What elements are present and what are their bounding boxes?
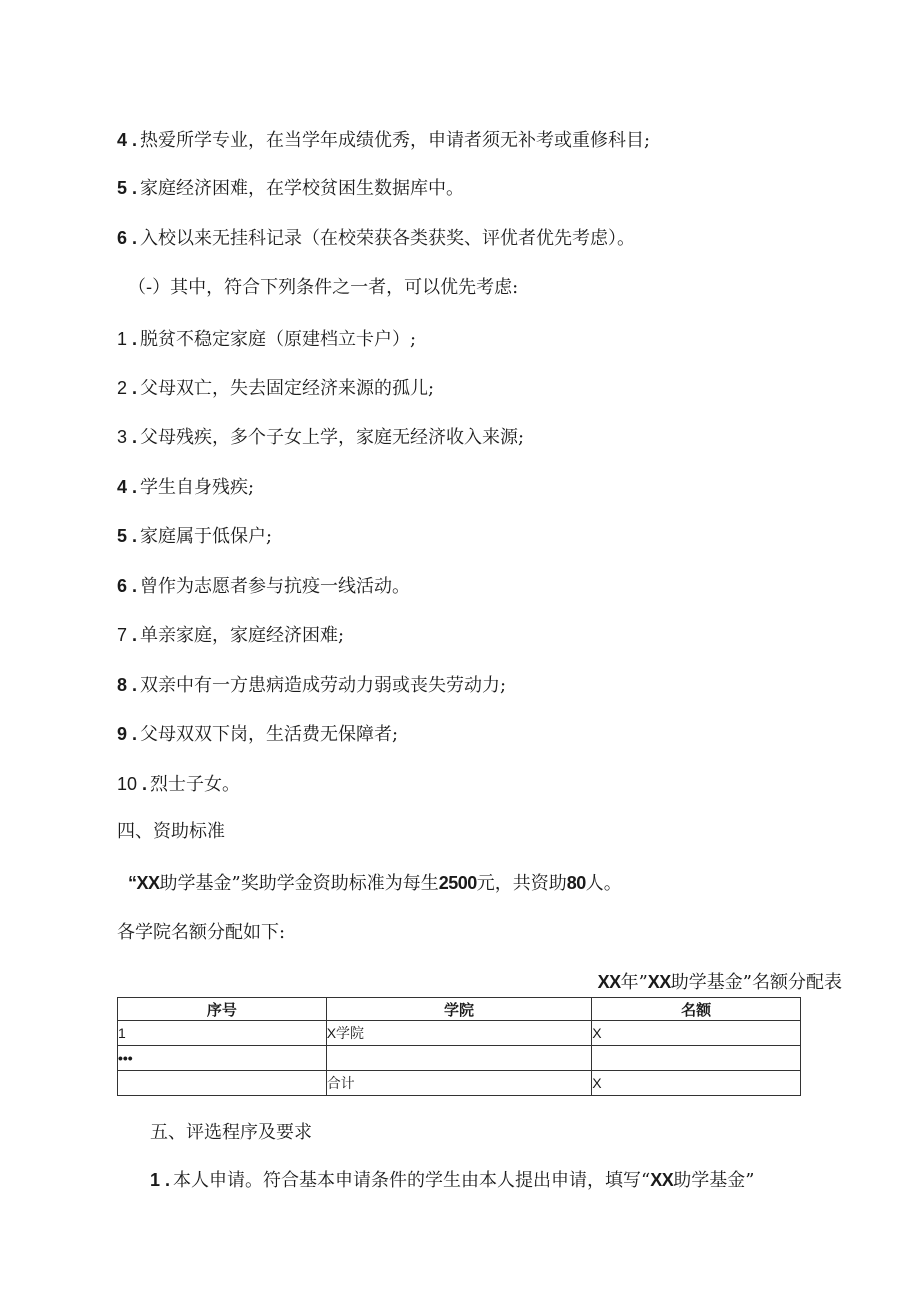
item-text: 脱贫不稳定家庭（原建档立卡户）;: [140, 329, 417, 350]
item-text: 烈士子女。: [150, 774, 241, 795]
table-title-year: 年”: [620, 972, 648, 993]
item-dot: .: [132, 625, 138, 645]
fund-name-code: XX: [650, 1170, 674, 1190]
item-number: 2: [117, 378, 128, 398]
item-number: 7: [117, 625, 128, 645]
item-dot: .: [132, 675, 138, 695]
item-dot: .: [132, 130, 138, 150]
item-dot: .: [165, 1170, 171, 1190]
table-title: [598, 970, 842, 995]
priority-item-1: [117, 327, 416, 352]
standard-text-1: 助学基金”奖助学金资助标准为每生: [159, 873, 439, 894]
priority-item-3: [117, 425, 524, 450]
priority-item-8: [117, 673, 506, 698]
item-number: 5: [117, 526, 128, 546]
table-row: [118, 1021, 801, 1046]
item-text: 家庭属于低保户;: [140, 526, 273, 547]
priority-item-7: [117, 623, 344, 648]
priority-heading: （-）其中，符合下列条件之一者，可以优先考虑:: [128, 277, 519, 298]
item-dot: .: [132, 178, 138, 198]
cell-quota-total: X: [592, 1071, 801, 1096]
cell-seq: •••: [118, 1046, 327, 1071]
section-4-heading: 四、资助标准: [117, 821, 225, 842]
item-dot: .: [132, 724, 138, 744]
table-title-rest: 助学基金”名额分配表: [670, 972, 842, 993]
item-number: 1: [150, 1170, 161, 1190]
item-text: 父母双亡，失去固定经济来源的孤儿;: [140, 378, 435, 399]
section-5-heading: 五、评选程序及要求: [150, 1122, 312, 1143]
item-dot: .: [142, 774, 148, 794]
item-text: 双亲中有一方患病造成劳动力弱或丧失劳动力;: [140, 675, 507, 696]
standard-text-2: 元，共资助: [476, 873, 567, 894]
table-title-year-code: XX: [597, 972, 621, 992]
cell-quota: X: [592, 1021, 801, 1046]
cell-college: X学院: [326, 1021, 592, 1046]
item-text: 家庭经济困难，在学校贫困生数据库中。: [140, 178, 465, 199]
item-number: 10: [117, 774, 138, 794]
item-text: 学生自身残疾;: [140, 477, 255, 498]
recipient-count: 80: [566, 873, 586, 893]
open-quote: “: [128, 873, 137, 893]
priority-item-4: [117, 475, 254, 500]
funding-standard: [128, 871, 622, 896]
item-dot: .: [132, 526, 138, 546]
item-dot: .: [132, 228, 138, 248]
priority-item-9: [117, 722, 398, 747]
table-header-row: [118, 998, 801, 1021]
item-text: 单亲家庭，家庭经济困难;: [140, 625, 345, 646]
allocation-intro: 各学院名额分配如下:: [117, 922, 286, 943]
table-title-fund-code: XX: [647, 972, 671, 992]
item-text: 入校以来无挂科记录（在校荣获各类获奖、评优者优先考虑）。: [140, 228, 636, 249]
priority-item-5: [117, 524, 272, 549]
item-text: 曾作为志愿者参与抗疫一线活动。: [140, 576, 411, 597]
criteria-item-5: [117, 176, 464, 201]
cell-seq: 1: [118, 1021, 327, 1046]
criteria-item-6: [117, 226, 635, 251]
table-total-row: [118, 1071, 801, 1096]
item-dot: .: [132, 477, 138, 497]
item-dot: .: [132, 378, 138, 398]
item-number: 9: [117, 724, 128, 744]
item-text-tail: 助学基金”: [673, 1170, 755, 1191]
table-row: [118, 1046, 801, 1071]
standard-text-3: 人。: [585, 873, 622, 894]
item-dot: .: [132, 329, 138, 349]
item-dot: .: [132, 427, 138, 447]
item-text: 父母残疾，多个子女上学，家庭无经济收入来源;: [140, 427, 525, 448]
priority-item-10: [117, 772, 240, 797]
header-quota: 名额: [592, 998, 801, 1021]
cell-quota: [592, 1046, 801, 1071]
priority-item-2: [117, 376, 434, 401]
amount-value: 2500: [438, 873, 477, 893]
item-number: 4: [117, 130, 128, 150]
item-number: 4: [117, 477, 128, 497]
item-number: 1: [117, 329, 128, 349]
quota-table: [117, 997, 801, 1096]
header-seq: 序号: [118, 998, 327, 1021]
header-college: 学院: [326, 998, 592, 1021]
item-number: 3: [117, 427, 128, 447]
item-number: 5: [117, 178, 128, 198]
item-dot: .: [132, 576, 138, 596]
procedure-item-1: [150, 1168, 754, 1193]
cell-college: [326, 1046, 592, 1071]
cell-college-total: 合计: [326, 1071, 592, 1096]
item-text: 本人申请。符合基本申请条件的学生由本人提出申请，填写“: [173, 1170, 651, 1191]
cell-seq: [118, 1071, 327, 1096]
item-text: 热爱所学专业，在当学年成绩优秀，申请者须无补考或重修科目;: [140, 130, 651, 151]
item-number: 6: [117, 228, 128, 248]
fund-name-code: XX: [136, 873, 160, 893]
priority-item-6: [117, 574, 410, 599]
item-text: 父母双双下岗，生活费无保障者;: [140, 724, 399, 745]
item-number: 8: [117, 675, 128, 695]
criteria-item-4: [117, 128, 650, 153]
item-number: 6: [117, 576, 128, 596]
